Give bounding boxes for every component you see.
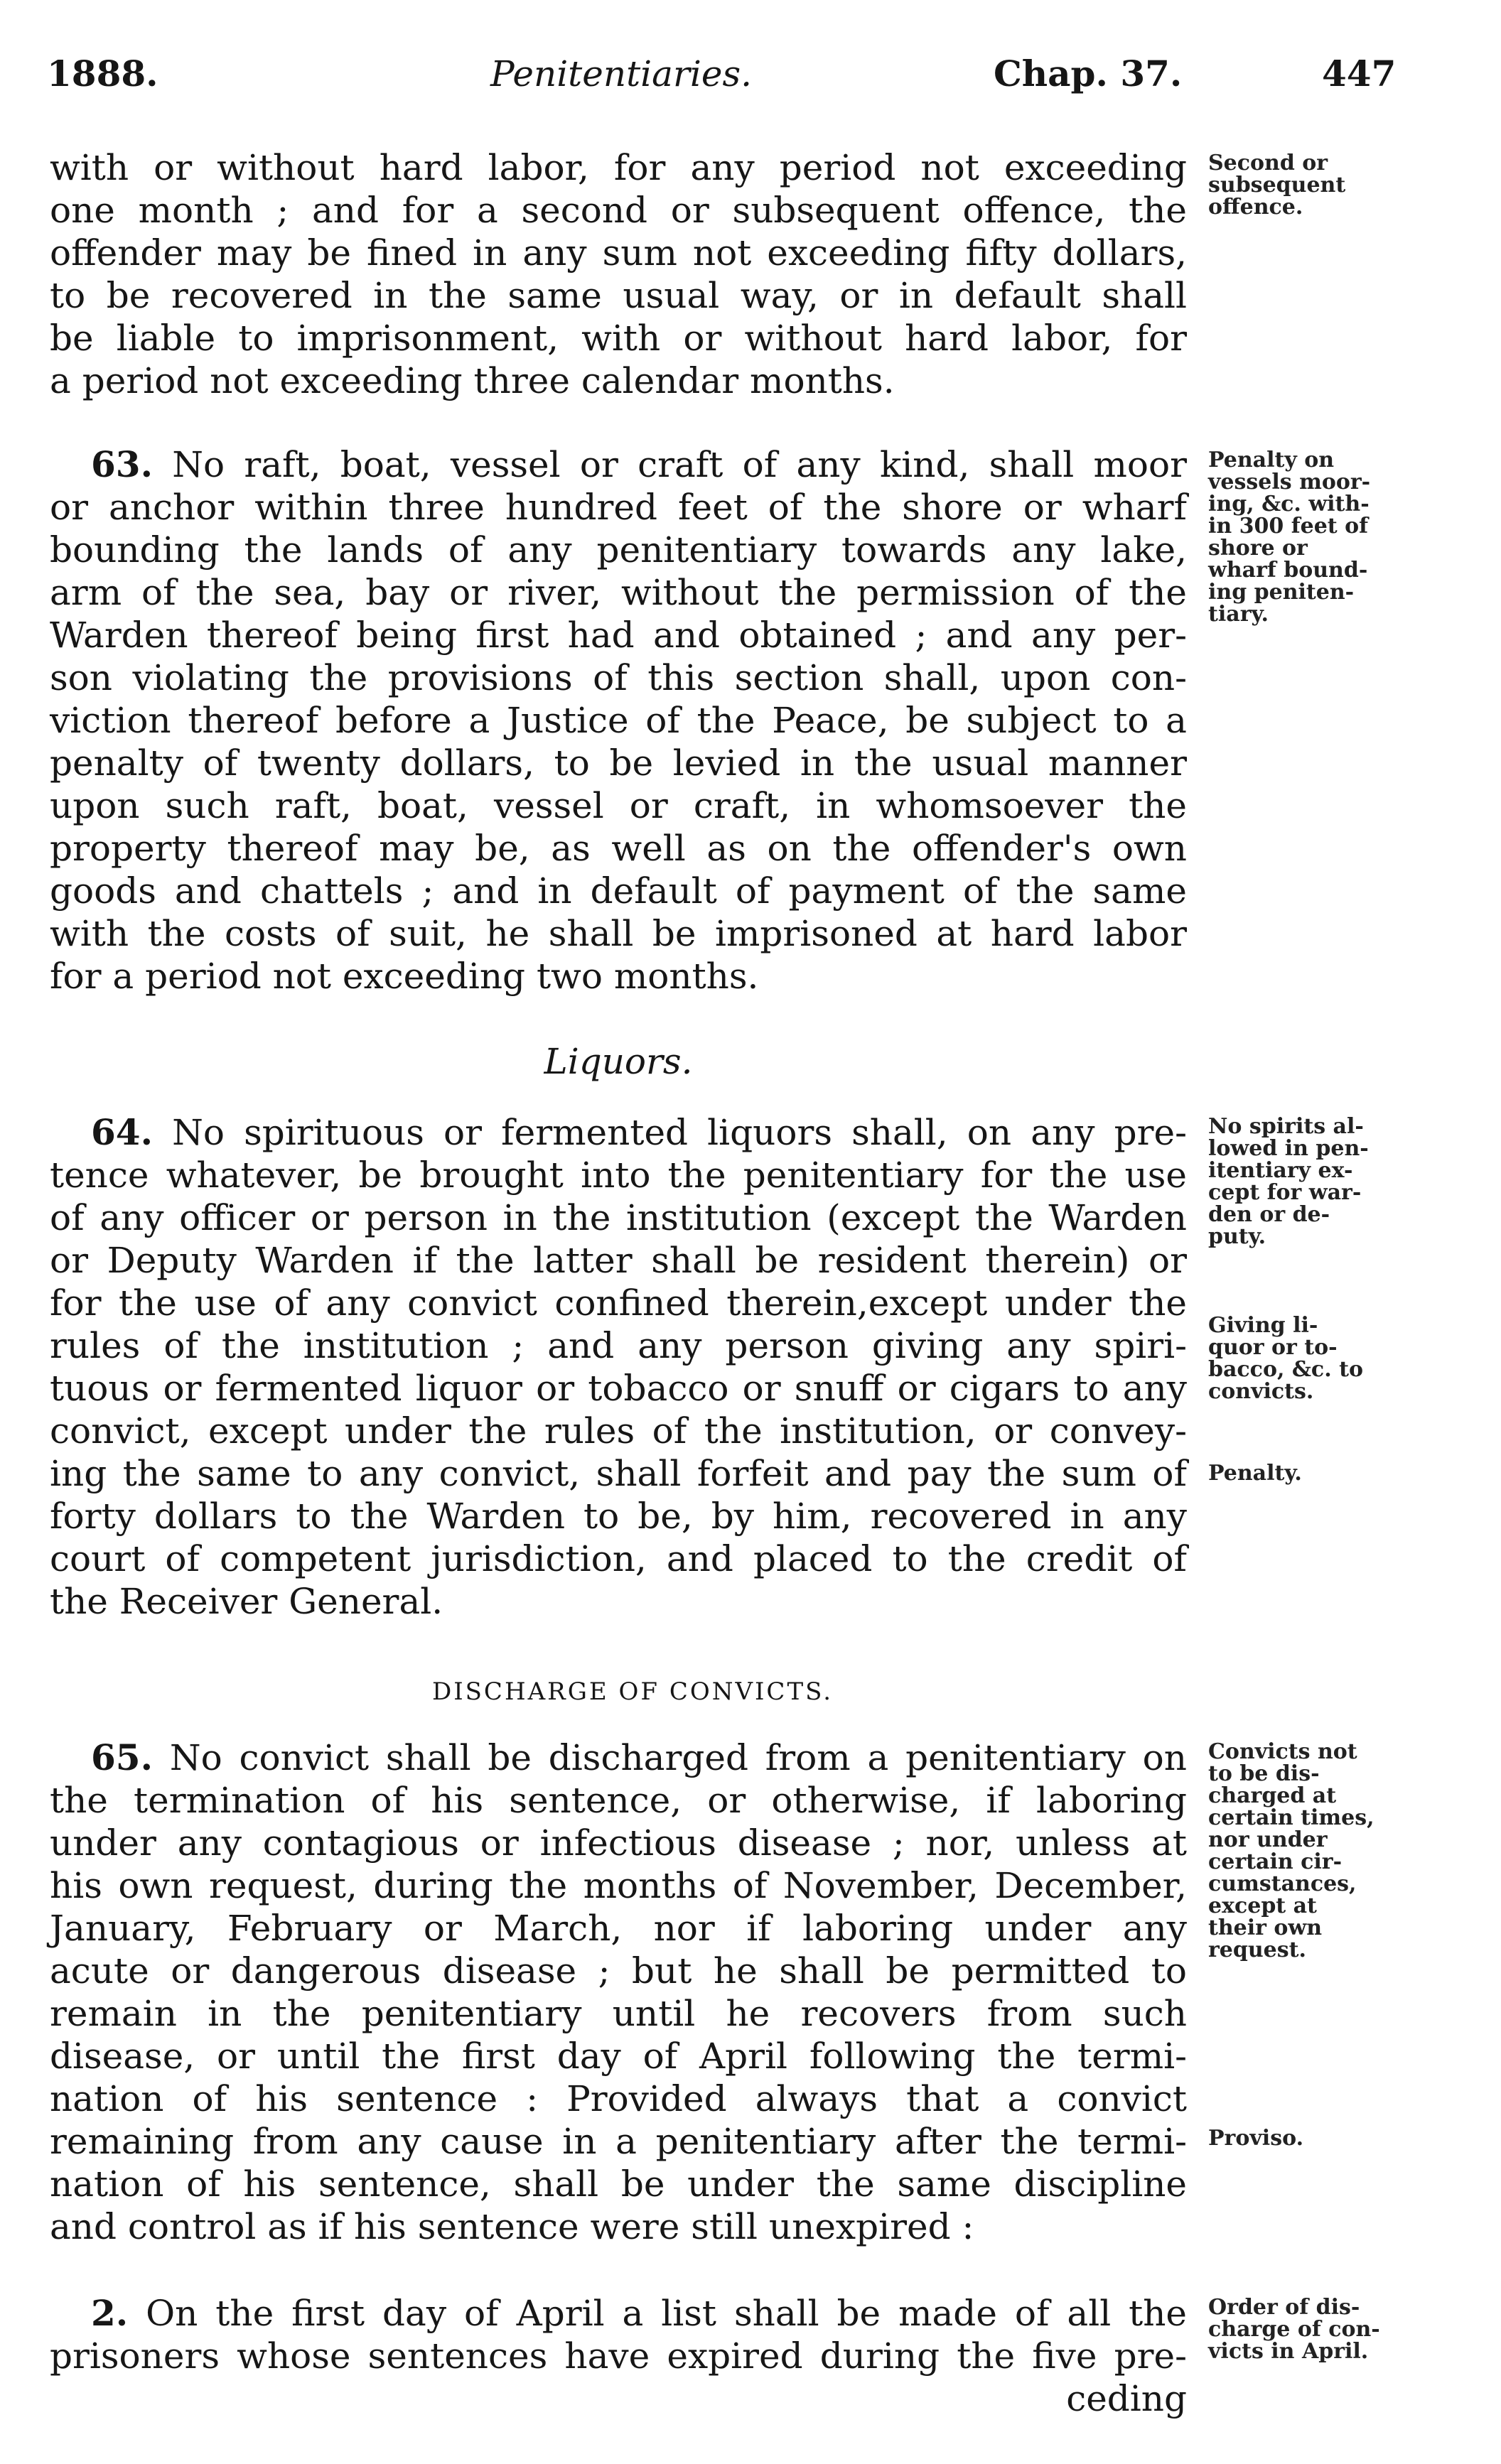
marginal-note-second-offence: Second or subsequent offence. (1208, 151, 1346, 220)
header-chapter: Chap. 37. (994, 53, 1183, 94)
text-line: or anchor within three hundred feet of the shore or wharf (50, 487, 1187, 528)
text-line: forty dollars to the Warden to be, by him, recovered in any (50, 1496, 1187, 1537)
text-line: a period not exceeding three calendar months. (50, 360, 895, 401)
section-first-line: 65. No convict shall be discharged from a penitentiary on (91, 1736, 1187, 1778)
text-line: with or without hard labor, for any period not exceeding (50, 147, 1187, 188)
marginal-note-order-of-discharge: Order of dis- charge of con- victs in April. (1208, 2295, 1380, 2364)
text-line: goods and chattels ; and in default of payment of the same (50, 870, 1187, 912)
text-line: under any contagious or infectious disease ; nor, unless at (50, 1822, 1187, 1864)
text-line: of any officer or person in the institution (except the Warden (50, 1197, 1187, 1238)
text-line: nation of his sentence, shall be under the same discipline (50, 2163, 1187, 2205)
text-line: son violating the provisions of this section shall, upon con- (50, 657, 1187, 698)
text-line: remaining from any cause in a penitentiary after the termi- (50, 2121, 1187, 2162)
text-line: acute or dangerous disease ; but he shall be permitted to (50, 1950, 1187, 1992)
text-line: viction thereof before a Justice of the Peace, be subject to a (50, 700, 1187, 741)
text-line: tence whatever, be brought into the penitentiary for the use (50, 1155, 1187, 1196)
text-line: remain in the penitentiary until he recovers from such (50, 1993, 1187, 2034)
text-line: ing the same to any convict, shall forfeit and pay the sum of (50, 1453, 1187, 1494)
text-line: penalty of twenty dollars, to be levied in the usual manner (50, 742, 1187, 784)
text-line: convict, except under the rules of the institution, or convey- (50, 1410, 1187, 1452)
marginal-note-no-spirits: No spirits al- lowed in pen- itentiary ex- cept for war- den or de- puty. (1208, 1114, 1369, 1249)
text-line: the termination of his sentence, or otherwise, if laboring (50, 1780, 1187, 1821)
text-line: upon such raft, boat, vessel or craft, in whomsoever the (50, 785, 1187, 826)
catchword: ceding (1066, 2378, 1187, 2419)
text-line: court of competent jurisdiction, and placed to the credit of (50, 1538, 1187, 1579)
section-first-line: 64. No spirituous or fermented liquors shall, on any pre- (91, 1111, 1187, 1153)
text-line: disease, or until the first day of April following the termi- (50, 2036, 1187, 2077)
subsection-number: 2. (91, 2292, 129, 2334)
marginal-note-penalty: Penalty. (1208, 1461, 1302, 1486)
marginal-note-penalty-mooring: Penalty on vessels moor- ing, &c. with- in 300 feet of shore or wharf bound- ing peniten- tiary. (1208, 448, 1371, 627)
marginal-note-convicts-not-discharged: Convicts not to be dis- charged at certain times, nor under certain cir- cumstances, except at their own request. (1208, 1739, 1374, 1962)
text-line: or Deputy Warden if the latter shall be resident therein) or (50, 1240, 1187, 1281)
text-line: for the use of any convict confined therein,except under the (50, 1282, 1187, 1324)
text-line: offender may be fined in any sum not exceeding fifty dollars, (50, 232, 1187, 274)
section-first-line: 2. On the first day of April a list shall be made of all the (91, 2292, 1188, 2334)
text-line: arm of the sea, bay or river, without the permission of the (50, 572, 1187, 613)
header-year: 1888. (47, 53, 158, 94)
section-number: 64. (91, 1111, 153, 1153)
text-line: tuous or fermented liquor or tobacco or snuff or cigars to any (50, 1368, 1187, 1409)
text-line: be liable to imprisonment, with or without hard labor, for (50, 318, 1187, 359)
section-first-line: 63. No raft, boat, vessel or craft of any kind, shall moor (91, 443, 1187, 485)
text-line: Warden thereof being first had and obtained ; and any per- (50, 615, 1187, 656)
header-title: Penitentiaries. (490, 53, 752, 94)
text-line: and control as if his sentence were still unexpired : (50, 2206, 974, 2247)
text-line: to be recovered in the same usual way, or in default shall (50, 275, 1187, 316)
text-line: with the costs of suit, he shall be imprisoned at hard labor (50, 913, 1187, 954)
marginal-note-giving-liquor: Giving li- quor or to- bacco, &c. to convicts. (1208, 1313, 1363, 1404)
section-number: 65. (91, 1736, 153, 1778)
text-line: bounding the lands of any penitentiary towards any lake, (50, 529, 1187, 571)
section-heading-discharge: DISCHARGE OF CONVICTS. (431, 1677, 834, 1706)
text-line: for a period not exceeding two months. (50, 956, 759, 997)
text-line: one month ; and for a second or subsequent offence, the (50, 190, 1187, 231)
text-line: prisoners whose sentences have expired during the five pre- (50, 2335, 1187, 2377)
text-line: nation of his sentence : Provided always that a convict (50, 2078, 1187, 2119)
text-line: January, February or March, nor if laboring under any (50, 1908, 1187, 1949)
marginal-note-proviso: Proviso. (1208, 2126, 1304, 2151)
text-line: his own request, during the months of November, December, (50, 1865, 1187, 1906)
text-line: property thereof may be, as well as on the offender's own (50, 828, 1187, 869)
section-number: 63. (91, 443, 153, 485)
text-line: rules of the institution ; and any person giving any spiri- (50, 1325, 1187, 1366)
section-heading-liquors: Liquors. (544, 1041, 693, 1082)
text-line: the Receiver General. (50, 1581, 443, 1622)
header-page-number: 447 (1322, 53, 1397, 94)
